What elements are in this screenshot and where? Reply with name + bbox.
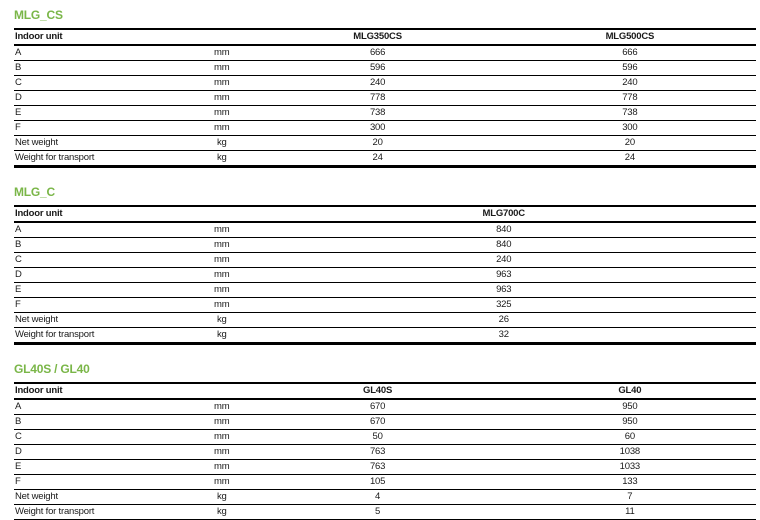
table-row xyxy=(14,106,756,121)
row-label: Weight for transport xyxy=(14,328,192,344)
table-row xyxy=(14,445,756,460)
row-value: 24 xyxy=(504,151,756,167)
column-header-model: GL40 xyxy=(504,383,756,399)
table-header-row xyxy=(14,206,756,222)
row-label: Net weight xyxy=(14,136,192,151)
row-value: 763 xyxy=(251,445,503,460)
table-row xyxy=(14,283,756,298)
row-value: 240 xyxy=(251,253,756,268)
row-value: 105 xyxy=(251,475,503,490)
column-header-model: MLG700C xyxy=(251,206,756,222)
row-value: 20 xyxy=(504,136,756,151)
table-row xyxy=(14,151,756,167)
row-unit: mm xyxy=(192,283,251,298)
table-row xyxy=(14,268,756,283)
table-row xyxy=(14,490,756,505)
row-label: B xyxy=(14,61,192,76)
row-value: 950 xyxy=(622,401,638,412)
row-value: 60 xyxy=(504,430,756,445)
row-label: D xyxy=(14,445,192,460)
row-value: 32 xyxy=(251,328,756,344)
table-header-row xyxy=(14,29,756,45)
row-value: 666 xyxy=(369,47,386,58)
row-value: 1033 xyxy=(504,460,756,475)
spec-table-mlg-c xyxy=(14,205,756,345)
row-value: 1038 xyxy=(504,445,756,460)
row-label: B xyxy=(14,415,192,430)
row-value: 300 xyxy=(251,121,503,136)
row-label: B xyxy=(14,238,192,253)
row-label: Weight for transport xyxy=(14,505,192,520)
row-label: Weight for transport xyxy=(14,151,192,167)
row-unit: kg xyxy=(192,313,251,328)
column-header-unit xyxy=(192,383,251,399)
row-value: 778 xyxy=(251,91,503,106)
column-header-unit xyxy=(192,29,251,45)
table-row xyxy=(14,45,756,61)
row-label: E xyxy=(14,460,192,475)
table-row xyxy=(14,313,756,328)
row-unit: kg xyxy=(192,151,251,167)
row-value: 666 xyxy=(622,47,638,58)
row-value: 133 xyxy=(504,475,756,490)
row-unit: mm xyxy=(192,121,251,136)
row-unit: mm xyxy=(192,445,251,460)
row-unit: mm xyxy=(214,401,230,412)
row-label: A xyxy=(15,47,22,58)
row-value: 20 xyxy=(251,136,503,151)
row-label: D xyxy=(14,268,192,283)
row-value: 738 xyxy=(504,106,756,121)
row-value: 24 xyxy=(251,151,503,167)
table-row xyxy=(14,475,756,490)
table-row xyxy=(14,121,756,136)
row-value: 596 xyxy=(251,61,503,76)
row-value: 950 xyxy=(504,415,756,430)
row-label: A xyxy=(15,401,22,412)
row-value: 778 xyxy=(504,91,756,106)
row-unit: kg xyxy=(192,136,251,151)
row-unit: mm xyxy=(192,253,251,268)
table-row xyxy=(14,399,756,415)
column-header-model: MLG500CS xyxy=(504,29,756,45)
table-row xyxy=(14,415,756,430)
row-value: 11 xyxy=(504,505,756,520)
row-value: 325 xyxy=(251,298,756,313)
row-value: 4 xyxy=(251,490,503,505)
table-row xyxy=(14,91,756,106)
section-gl40s-gl40 xyxy=(14,362,756,520)
row-unit: mm xyxy=(192,268,251,283)
row-label: E xyxy=(14,106,192,121)
row-label: E xyxy=(14,283,192,298)
row-label: C xyxy=(14,253,192,268)
row-value: 763 xyxy=(251,460,503,475)
row-unit: mm xyxy=(192,238,251,253)
row-unit: kg xyxy=(192,490,251,505)
row-value: 596 xyxy=(504,61,756,76)
row-unit: mm xyxy=(192,430,251,445)
row-unit: mm xyxy=(192,76,251,91)
column-header-model: MLG350CS xyxy=(251,29,503,45)
row-unit: mm xyxy=(192,91,251,106)
row-unit: kg xyxy=(192,505,251,520)
row-unit: mm xyxy=(192,460,251,475)
table-row xyxy=(14,430,756,445)
row-value: 963 xyxy=(251,283,756,298)
table-row xyxy=(14,505,756,520)
row-value: 670 xyxy=(251,415,503,430)
section-mlg-c xyxy=(14,185,756,345)
row-value: 26 xyxy=(251,313,756,328)
row-label: F xyxy=(14,475,192,490)
row-label: C xyxy=(14,76,192,91)
row-value: 840 xyxy=(251,238,756,253)
table-row xyxy=(14,253,756,268)
table-row xyxy=(14,328,756,344)
column-header-model: GL40S xyxy=(251,383,503,399)
row-label: Net weight xyxy=(14,490,192,505)
column-header-indoor-unit: Indoor unit xyxy=(14,383,192,399)
table-row xyxy=(14,136,756,151)
section-heading-gl40s-gl40: GL40S / GL40 xyxy=(14,362,90,376)
spec-table-gl40s-gl40 xyxy=(14,382,756,520)
row-value: 50 xyxy=(251,430,503,445)
row-label: Net weight xyxy=(14,313,192,328)
row-value: 670 xyxy=(369,401,386,412)
table-row xyxy=(14,238,756,253)
row-unit: mm xyxy=(192,298,251,313)
table-row xyxy=(14,222,756,238)
row-unit: mm xyxy=(214,224,230,235)
column-header-indoor-unit: Indoor unit xyxy=(14,206,192,222)
row-value: 738 xyxy=(251,106,503,121)
row-label: D xyxy=(14,91,192,106)
row-value: 240 xyxy=(251,76,503,91)
row-label: F xyxy=(14,121,192,136)
column-header-indoor-unit: Indoor unit xyxy=(14,29,192,45)
row-value: 840 xyxy=(496,224,512,235)
table-row xyxy=(14,61,756,76)
column-header-unit xyxy=(192,206,251,222)
row-value: 5 xyxy=(251,505,503,520)
table-row xyxy=(14,298,756,313)
spec-table-mlg-cs xyxy=(14,28,756,168)
row-value: 240 xyxy=(504,76,756,91)
section-mlg-cs xyxy=(14,8,756,168)
row-unit: mm xyxy=(214,47,230,58)
table-row xyxy=(14,76,756,91)
row-value: 963 xyxy=(251,268,756,283)
row-value: 7 xyxy=(504,490,756,505)
row-unit: mm xyxy=(192,475,251,490)
table-header-row xyxy=(14,383,756,399)
section-heading-mlg-cs: MLG_CS xyxy=(14,8,63,22)
row-unit: mm xyxy=(192,415,251,430)
row-value: 300 xyxy=(504,121,756,136)
row-unit: mm xyxy=(192,61,251,76)
row-label: A xyxy=(15,224,22,235)
row-label: C xyxy=(14,430,192,445)
table-row xyxy=(14,460,756,475)
row-unit: mm xyxy=(192,106,251,121)
section-heading-mlg-c: MLG_C xyxy=(14,185,56,199)
row-label: F xyxy=(14,298,192,313)
row-unit: kg xyxy=(192,328,251,344)
